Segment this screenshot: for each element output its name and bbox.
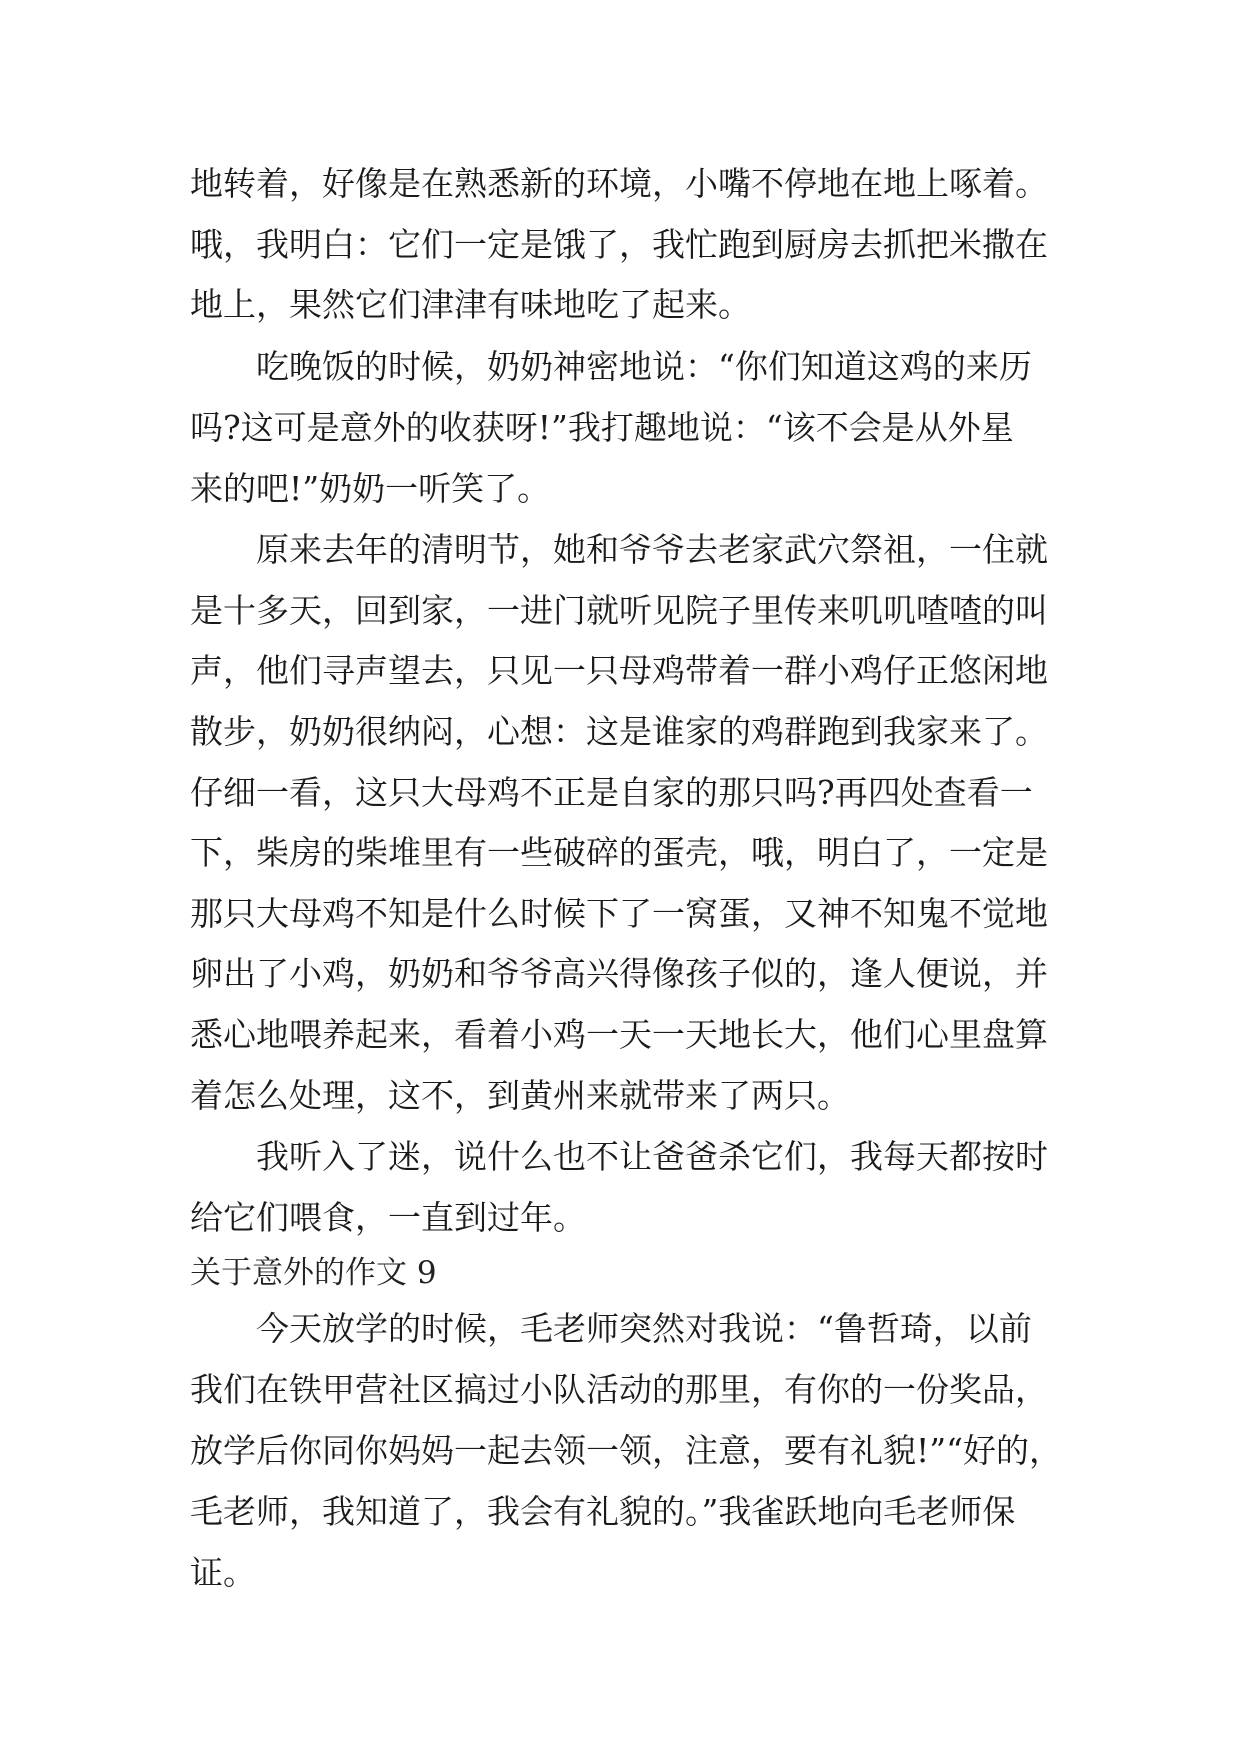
text-line: 哦，我明白：它们一定是饿了，我忙跑到厨房去抓把米撒在 (190, 225, 1048, 264)
text-line: 悉心地喂养起来，看着小鸡一天一天地长大，他们心里盘算 (190, 1015, 1048, 1054)
text-line: 吗?这可是意外的收获呀!”我打趣地说：“该不会是从外星 (190, 408, 1014, 447)
text-line: 地转着，好像是在熟悉新的环境，小嘴不停地在地上啄着。 (190, 164, 1048, 203)
text-line: 散步，奶奶很纳闷，心想：这是谁家的鸡群跑到我家来了。 (190, 712, 1048, 751)
paragraph-start-line: 原来去年的清明节，她和爷爷去老家武穴祭祖，一住就 (256, 530, 1048, 569)
text-line: 放学后你同你妈妈一起去领一领，注意，要有礼貌!”“好的， (190, 1431, 1063, 1470)
text-line: 毛老师，我知道了，我会有礼貌的。”我雀跃地向毛老师保 (190, 1492, 1016, 1531)
text-line: 声，他们寻声望去，只见一只母鸡带着一群小鸡仔正悠闲地 (190, 651, 1048, 690)
section-heading: 关于意外的作文 9 (190, 1255, 437, 1291)
text-line: 那只大母鸡不知是什么时候下了一窝蛋，又神不知鬼不觉地 (190, 894, 1048, 933)
paragraph-start-line: 吃晚饭的时候，奶奶神密地说：“你们知道这鸡的来历 (256, 347, 1032, 386)
text-line: 来的吧!”奶奶一听笑了。 (190, 469, 551, 508)
text-line: 证。 (190, 1553, 256, 1592)
text-line: 给它们喂食，一直到过年。 (190, 1198, 586, 1237)
text-line: 我们在铁甲营社区搞过小队活动的那里，有你的一份奖品， (190, 1370, 1048, 1409)
text-line: 下，柴房的柴堆里有一些破碎的蛋壳，哦，明白了，一定是 (190, 833, 1048, 872)
text-line: 是十多天，回到家，一进门就听见院子里传来叽叽喳喳的叫 (190, 591, 1048, 630)
paragraph-start-line: 我听入了迷，说什么也不让爸爸杀它们，我每天都按时 (256, 1137, 1048, 1176)
paragraph-start-line: 今天放学的时候，毛老师突然对我说：“鲁哲琦，以前 (256, 1309, 1032, 1348)
text-line: 仔细一看，这只大母鸡不正是自家的那只吗?再四处查看一 (190, 773, 1033, 812)
text-line: 地上，果然它们津津有味地吃了起来。 (190, 285, 751, 324)
text-line: 卵出了小鸡，奶奶和爷爷高兴得像孩子似的，逢人便说，并 (190, 954, 1048, 993)
text-line: 着怎么处理，这不，到黄州来就带来了两只。 (190, 1076, 850, 1115)
